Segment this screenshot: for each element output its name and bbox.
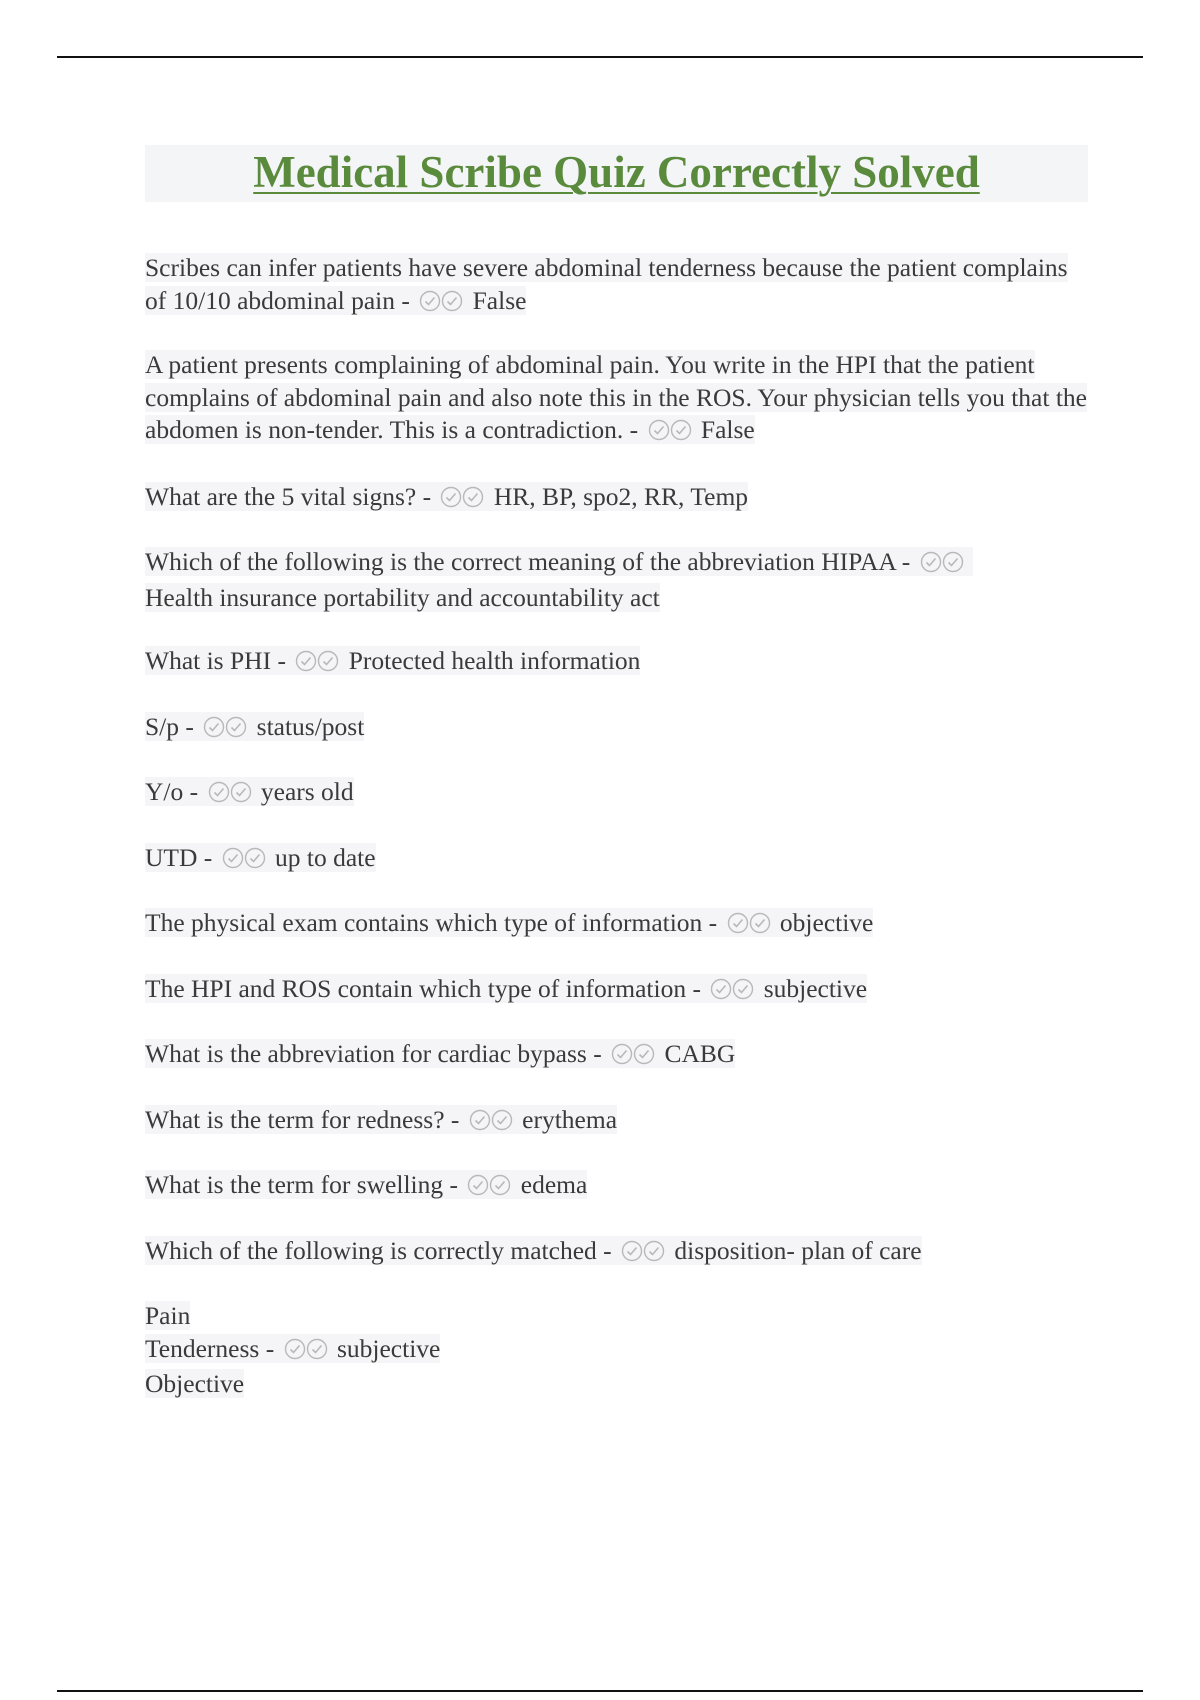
answer-text: erythema bbox=[522, 1105, 618, 1134]
qa-item bbox=[145, 973, 1090, 1009]
qa-item bbox=[145, 711, 1090, 747]
double-check-icon bbox=[469, 1107, 513, 1140]
answer-text: years old bbox=[260, 777, 354, 806]
bottom-rule bbox=[57, 1690, 1143, 1692]
answer-text: Health insurance portability and accountability act bbox=[145, 582, 660, 612]
double-check-icon bbox=[222, 845, 266, 878]
qa-item bbox=[145, 776, 1090, 812]
page-title: Medical Scribe Quiz Correctly Solved bbox=[253, 147, 980, 197]
answer-text: False bbox=[700, 415, 755, 444]
qa-item bbox=[145, 481, 1090, 517]
answer-text: disposition- plan of care bbox=[674, 1236, 922, 1265]
question-text: Y/o - bbox=[145, 777, 199, 806]
qa-item bbox=[145, 1169, 1090, 1205]
title-band bbox=[145, 145, 1088, 202]
line-pain: Pain bbox=[145, 1301, 191, 1330]
double-check-icon bbox=[295, 648, 339, 681]
qa-item bbox=[145, 907, 1090, 943]
top-rule bbox=[57, 56, 1143, 58]
question-text: A patient presents complaining of abdominal pain. You write in the HPI that the patient complains of abdominal pain and also note this in the ROS. Your physician tells you that the abdomen is non-tender. This is a contradiction. - bbox=[145, 350, 1087, 444]
question-text: Scribes can infer patients have severe abdominal tenderness because the patient complains of 10/10 abdominal pain - bbox=[145, 253, 1068, 315]
answer-text: status/post bbox=[256, 712, 365, 741]
answer-text: objective bbox=[779, 908, 874, 937]
qa-item-multiline bbox=[145, 1300, 1090, 1401]
double-check-icon bbox=[611, 1041, 655, 1074]
question-text: S/p - bbox=[145, 712, 194, 741]
double-check-icon bbox=[621, 1238, 665, 1271]
question-text: What is the abbreviation for cardiac bypass - bbox=[145, 1039, 602, 1068]
qa-item bbox=[145, 546, 1090, 614]
double-check-icon bbox=[467, 1172, 511, 1205]
answer-text: subjective bbox=[763, 974, 868, 1003]
question-text: UTD - bbox=[145, 843, 213, 872]
answer-text: up to date bbox=[275, 843, 376, 872]
question-text: What is the term for redness? - bbox=[145, 1105, 460, 1134]
answer-text: Protected health information bbox=[348, 646, 641, 675]
qa-item bbox=[145, 1104, 1090, 1140]
double-check-icon bbox=[419, 288, 463, 321]
question-text: Which of the following is the correct meaning of the abbreviation HIPAA - bbox=[145, 547, 911, 576]
question-text: The physical exam contains which type of information - bbox=[145, 908, 718, 937]
answer-text: False bbox=[472, 285, 527, 315]
question-text: Which of the following is correctly matched - bbox=[145, 1236, 612, 1265]
qa-item bbox=[145, 645, 1090, 681]
double-check-icon bbox=[648, 417, 692, 450]
double-check-icon bbox=[727, 910, 771, 943]
qa-item bbox=[145, 1235, 1090, 1271]
question-text: What is PHI - bbox=[145, 646, 286, 675]
qa-item bbox=[145, 1038, 1090, 1074]
question-text: What are the 5 vital signs? - bbox=[145, 482, 432, 511]
question-text: Tenderness - bbox=[145, 1333, 275, 1363]
answer-text: CABG bbox=[664, 1039, 736, 1068]
qa-item bbox=[145, 252, 1075, 320]
answer-text: edema bbox=[520, 1170, 588, 1199]
answer-text: HR, BP, spo2, RR, Temp bbox=[493, 482, 749, 511]
qa-item bbox=[145, 842, 1090, 878]
double-check-icon bbox=[440, 484, 484, 517]
double-check-icon bbox=[208, 779, 252, 812]
answer-text: subjective bbox=[336, 1333, 441, 1363]
double-check-icon bbox=[710, 976, 754, 1009]
question-text: The HPI and ROS contain which type of information - bbox=[145, 974, 701, 1003]
double-check-icon bbox=[920, 549, 964, 582]
line-objective: Objective bbox=[145, 1369, 245, 1398]
double-check-icon bbox=[203, 714, 247, 747]
double-check-icon bbox=[284, 1336, 328, 1369]
qa-item bbox=[145, 349, 1090, 450]
question-text: What is the term for swelling - bbox=[145, 1170, 458, 1199]
